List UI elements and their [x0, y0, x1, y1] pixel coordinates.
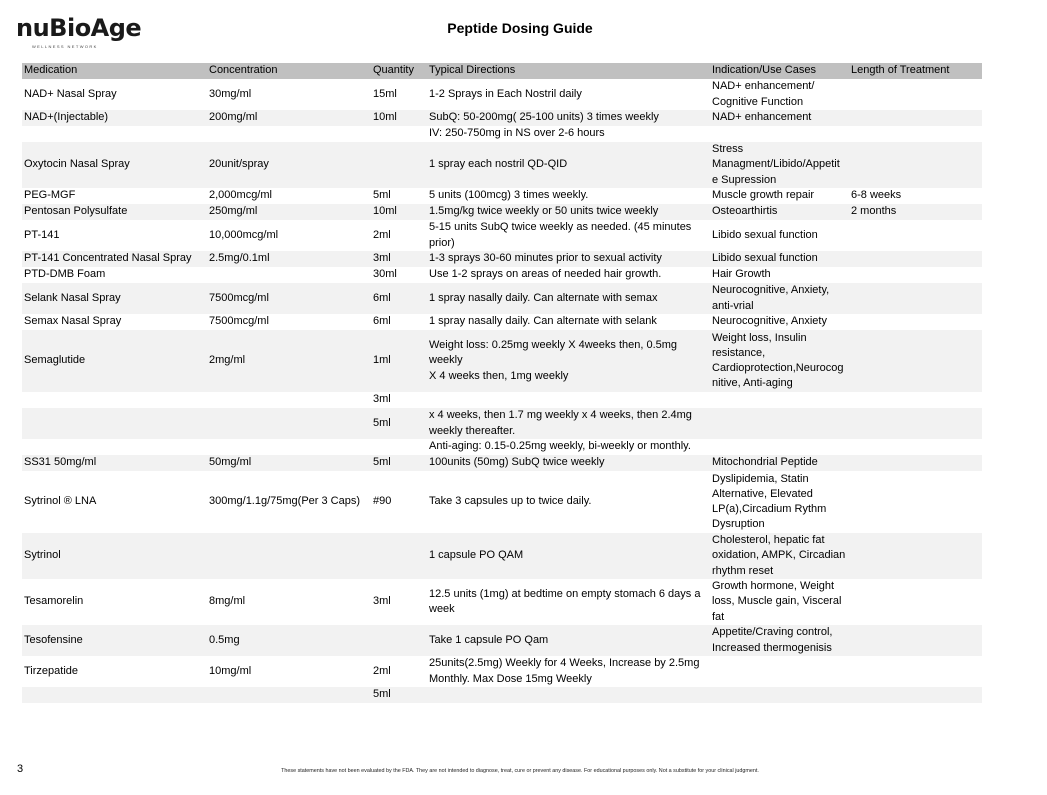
- cell-directions: IV: 250-750mg in NS over 2-6 hours: [429, 127, 605, 140]
- page-number: 3: [17, 763, 24, 775]
- cell-medication: PEG-MGF: [24, 189, 76, 202]
- table-row: [22, 220, 982, 251]
- cell-medication: Pentosan Polysulfate: [22, 204, 207, 220]
- cell-quantity: 2ml: [373, 228, 391, 241]
- cell-indication: [710, 408, 849, 439]
- cell-directions: 25units(2.5mg) Weekly for 4 Weeks, Increase by 2.5mg Monthly. Max Dose 15mg Weekly: [429, 657, 700, 685]
- cell-quantity: 5ml: [371, 455, 427, 471]
- cell-length: [849, 392, 982, 408]
- cell-medication: [22, 392, 207, 408]
- cell-indication: Libido sexual function: [710, 251, 849, 267]
- cell-medication: [22, 408, 207, 439]
- cell-medication: Tesofensine: [22, 625, 207, 656]
- cell-length: [849, 251, 982, 267]
- cell-concentration: 300mg/1.1g/75mg(Per 3 Caps): [209, 495, 361, 508]
- page-title: Peptide Dosing Guide: [447, 20, 593, 36]
- cell-directions: x 4 weeks, then 1.7 mg weekly x 4 weeks, then 2.4mg weekly thereafter.: [427, 408, 710, 439]
- cell-quantity: 3ml: [373, 595, 391, 608]
- cell-concentration: 50mg/ml: [207, 455, 371, 471]
- table-row: [22, 79, 982, 110]
- cell-directions: 5 units (100mcg) 3 times weekly.: [429, 189, 589, 202]
- cell-concentration: 7500mcg/ml: [209, 315, 269, 328]
- cell-directions: Use 1-2 sprays on areas of needed hair growth.: [429, 268, 662, 281]
- cell-quantity: [371, 625, 427, 656]
- cell-medication: Selank Nasal Spray: [22, 283, 207, 314]
- cell-quantity: [371, 126, 427, 142]
- cell-indication: Appetite/Craving control, Increased thermogenisis: [710, 625, 849, 656]
- cell-concentration: [207, 687, 371, 703]
- cell-length: [849, 579, 982, 625]
- cell-medication: PT-141 Concentrated Nasal Spray: [22, 251, 207, 267]
- cell-length: [849, 220, 982, 251]
- table-row: [22, 142, 982, 188]
- cell-quantity: [371, 533, 427, 579]
- table-row: [22, 439, 982, 455]
- cell-medication: PTD-DMB Foam: [24, 268, 106, 281]
- column-header-indication: Indication/Use Cases: [710, 63, 849, 79]
- table-row: [22, 656, 982, 687]
- cell-length: [849, 330, 982, 392]
- cell-length: [849, 110, 982, 126]
- cell-length: [849, 533, 982, 579]
- cell-quantity: 10ml: [371, 110, 427, 126]
- cell-indication: [710, 687, 849, 703]
- cell-directions: 1 spray each nostril QD-QID: [427, 142, 710, 188]
- cell-directions: 1 spray nasally daily. Can alternate with semax: [427, 283, 710, 314]
- cell-concentration: 200mg/ml: [207, 110, 371, 126]
- cell-quantity: 5ml: [373, 189, 391, 202]
- cell-medication: Semaglutide: [22, 330, 207, 392]
- cell-concentration: 30mg/ml: [209, 87, 252, 100]
- cell-directions: Anti-aging: 0.15-0.25mg weekly, bi-weekly or monthly.: [429, 440, 691, 453]
- cell-quantity: 3ml: [373, 393, 391, 406]
- cell-concentration: 20unit/spray: [207, 142, 371, 188]
- cell-indication: Growth hormone, Weight loss, Muscle gain, Visceral fat: [712, 580, 842, 623]
- cell-medication: Sytrinol: [22, 533, 207, 579]
- cell-length: [849, 471, 982, 533]
- cell-indication: NAD+ enhancement/ Cognitive Function: [712, 80, 815, 108]
- table-row: [22, 330, 982, 392]
- cell-length: [849, 656, 982, 687]
- table-row: [22, 392, 982, 408]
- cell-indication: Weight loss, Insulin resistance, Cardioprotection,Neurocog nitive, Anti-aging: [710, 330, 849, 392]
- cell-directions: 1-2 Sprays in Each Nostril daily: [429, 87, 582, 100]
- cell-medication: [22, 687, 207, 703]
- table-row: [22, 471, 982, 533]
- cell-indication: [710, 656, 849, 687]
- cell-indication: [710, 126, 849, 142]
- cell-indication: Dyslipidemia, Statin Alternative, Elevated LP(a),Circadium Rythm Dysruption: [712, 472, 827, 531]
- cell-length: [849, 79, 982, 110]
- cell-quantity: 5ml: [371, 408, 427, 439]
- cell-concentration: 250mg/ml: [207, 204, 371, 220]
- cell-medication: [22, 439, 207, 455]
- table-row: [22, 408, 982, 439]
- table-row: [22, 687, 982, 703]
- cell-length: 2 months: [849, 204, 982, 220]
- cell-directions: 1 capsule PO QAM: [427, 533, 710, 579]
- cell-indication: Neurocognitive, Anxiety: [712, 315, 827, 328]
- table-row: [22, 314, 982, 330]
- cell-length: [849, 283, 982, 314]
- table-row: [22, 267, 982, 283]
- table-row: [22, 251, 982, 267]
- cell-quantity: 1ml: [371, 330, 427, 392]
- column-header-concentration: Concentration: [207, 63, 371, 79]
- cell-indication: Osteoarthirtis: [710, 204, 849, 220]
- cell-concentration: [207, 439, 371, 455]
- cell-medication: PT-141: [24, 228, 60, 241]
- cell-concentration: [207, 392, 371, 408]
- cell-medication: NAD+ Nasal Spray: [24, 87, 117, 100]
- cell-quantity: 2ml: [373, 664, 391, 677]
- cell-concentration: 7500mcg/ml: [207, 283, 371, 314]
- cell-concentration: [207, 533, 371, 579]
- cell-indication: Libido sexual function: [712, 228, 818, 241]
- cell-medication: Semax Nasal Spray: [24, 315, 122, 328]
- cell-directions: 1.5mg/kg twice weekly or 50 units twice weekly: [427, 204, 710, 220]
- cell-length: [849, 455, 982, 471]
- table-row: [22, 188, 982, 204]
- cell-directions: [427, 392, 710, 408]
- table-row: [22, 579, 982, 625]
- cell-concentration: 2.5mg/0.1ml: [207, 251, 371, 267]
- table-row: [22, 533, 982, 579]
- cell-length: [849, 687, 982, 703]
- cell-medication: Tirzepatide: [24, 664, 79, 677]
- cell-medication: Sytrinol ® LNA: [24, 495, 97, 508]
- fda-disclaimer: These statements have not been evaluated by the FDA. They are not intended to diagnose, treat, cure or prevent any disease. For educational purposes only. Not a substitute for your clinical judgment.: [281, 768, 759, 774]
- cell-quantity: 30ml: [373, 268, 397, 281]
- cell-directions: 100units (50mg) SubQ twice weekly: [427, 455, 710, 471]
- dosing-table: [22, 63, 982, 703]
- logo-text: nuBioAge: [16, 14, 142, 42]
- column-header-length: Length of Treatment: [849, 63, 982, 79]
- cell-directions: [427, 687, 710, 703]
- cell-length: [849, 314, 982, 330]
- cell-concentration: 0.5mg: [207, 625, 371, 656]
- column-header-medication: Medication: [22, 63, 207, 79]
- cell-quantity: #90: [373, 495, 392, 508]
- cell-directions: SubQ: 50-200mg( 25-100 units) 3 times weekly: [427, 110, 710, 126]
- cell-indication: Hair Growth: [712, 268, 771, 281]
- cell-length: [849, 267, 982, 283]
- cell-quantity: 15ml: [373, 87, 397, 100]
- cell-concentration: 2,000mcg/ml: [209, 189, 272, 202]
- cell-quantity: 6ml: [373, 315, 391, 328]
- cell-indication: Neurocognitive, Anxiety, anti-vrial: [710, 283, 849, 314]
- cell-directions: 1 spray nasally daily. Can alternate with selank: [429, 315, 657, 328]
- cell-concentration: 10mg/ml: [209, 664, 252, 677]
- cell-medication: NAD+(Injectable): [22, 110, 207, 126]
- cell-indication: Mitochondrial Peptide: [710, 455, 849, 471]
- cell-quantity: 5ml: [371, 687, 427, 703]
- cell-indication: Muscle growth repair: [712, 189, 815, 202]
- cell-directions: Weight loss: 0.25mg weekly X 4weeks then, 0.5mg weekly X 4 weeks then, 1mg weekly: [427, 330, 710, 392]
- cell-quantity: 6ml: [371, 283, 427, 314]
- table-row: [22, 283, 982, 314]
- cell-medication: Oxytocin Nasal Spray: [22, 142, 207, 188]
- table-row: [22, 126, 982, 142]
- table-row: [22, 455, 982, 471]
- cell-indication: Cholesterol, hepatic fat oxidation, AMPK, Circadian rhythm reset: [710, 533, 849, 579]
- cell-indication: [710, 439, 849, 455]
- cell-directions: 12.5 units (1mg) at bedtime on empty stomach 6 days a week: [429, 587, 701, 615]
- cell-length: [849, 126, 982, 142]
- cell-indication: Stress Managment/Libido/Appetit e Supression: [710, 142, 849, 188]
- table-row: [22, 625, 982, 656]
- cell-quantity: 3ml: [371, 251, 427, 267]
- cell-quantity: [371, 142, 427, 188]
- cell-quantity: [371, 439, 427, 455]
- cell-indication: [710, 392, 849, 408]
- table-body: [22, 79, 982, 703]
- cell-directions: Take 3 capsules up to twice daily.: [429, 495, 592, 508]
- cell-medication: SS31 50mg/ml: [22, 455, 207, 471]
- cell-concentration: 8mg/ml: [209, 595, 246, 608]
- cell-length: 6-8 weeks: [851, 189, 902, 202]
- table-row: [22, 204, 982, 220]
- cell-directions: Take 1 capsule PO Qam: [427, 625, 710, 656]
- column-header-quantity: Quantity: [371, 63, 427, 79]
- cell-concentration: [207, 408, 371, 439]
- logo-subtext: WELLNESS NETWORK: [32, 44, 98, 49]
- cell-concentration: [207, 267, 371, 283]
- cell-concentration: [207, 126, 371, 142]
- cell-length: [849, 142, 982, 188]
- table-row: [22, 110, 982, 126]
- cell-length: [849, 408, 982, 439]
- cell-medication: Tesamorelin: [24, 595, 84, 608]
- cell-concentration: 2mg/ml: [207, 330, 371, 392]
- cell-directions: 5-15 units SubQ twice weekly as needed. (45 minutes prior): [429, 221, 692, 249]
- cell-medication: [22, 126, 207, 142]
- cell-concentration: 10,000mcg/ml: [209, 228, 279, 241]
- cell-directions: 1-3 sprays 30-60 minutes prior to sexual activity: [427, 251, 710, 267]
- cell-length: [849, 439, 982, 455]
- cell-indication: NAD+ enhancement: [710, 110, 849, 126]
- column-header-directions: Typical Directions: [427, 63, 710, 79]
- cell-quantity: 10ml: [371, 204, 427, 220]
- cell-length: [849, 625, 982, 656]
- table-header-row: [22, 63, 982, 79]
